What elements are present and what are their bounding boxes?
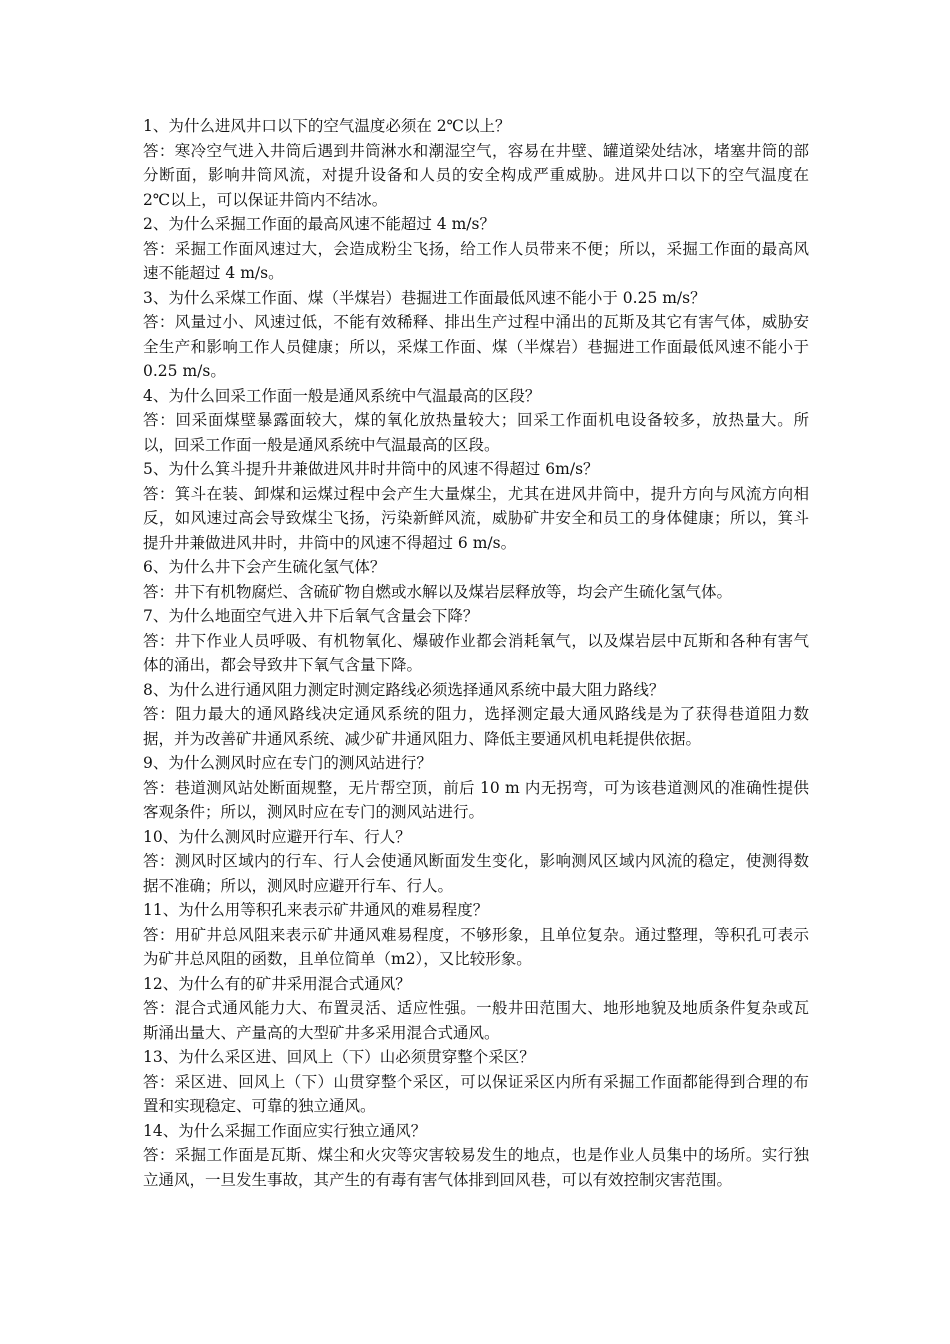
question: 1、为什么进风井口以下的空气温度必须在 2℃以上？ [143, 117, 511, 135]
answer: 答：测风时区域内的行车、行人会使通风断面发生变化，影响测风区域内风流的稳定，使测得数据不准确；所以，测风时应避开行车、行人。 [143, 852, 809, 895]
answer: 答：箕斗在装、卸煤和运煤过程中会产生大量煤尘，尤其在进风井筒中，提升方向与风流方向相反，如风速过高会导致煤尘飞扬，污染新鲜风流，威胁矿井安全和员工的身体健康；所以，箕斗提升井兼做进风井时，井筒中的风速不得超过 6 m/s。 [143, 484, 809, 552]
qa-item [143, 751, 809, 825]
answer: 答：回采面煤壁暴露面较大，煤的氧化放热量较大；回采工作面机电设备较多，放热量大。所以，回采工作面一般是通风系统中气温最高的区段。 [143, 411, 809, 454]
question: 14、为什么采掘工作面应实行独立通风？ [143, 1121, 427, 1140]
answer: 答：采区进、回风上（下）山贯穿整个采区，可以保证采区内所有采掘工作面都能得到合理的布置和实现稳定、可靠的独立通风。 [143, 1072, 809, 1115]
qa-item [143, 972, 809, 1046]
question: 7、为什么地面空气进入井下后氧气含量会下降？ [143, 607, 479, 625]
question: 5、为什么箕斗提升井兼做进风井时井筒中的风速不得超过 6m/s？ [143, 460, 599, 478]
answer: 答：阻力最大的通风路线决定通风系统的阻力，选择测定最大通风路线是为了获得巷道阻力数据，并为改善矿井通风系统、减少矿井通风阻力、降低主要通风机电耗提供依据。 [143, 705, 809, 748]
answer: 答：用矿井总风阻来表示矿井通风难易程度，不够形象，且单位复杂。通过整理，等积孔可表示为矿井总风阻的函数，且单位简单（m2），又比较形象。 [143, 925, 809, 968]
question: 13、为什么采区进、回风上（下）山必须贯穿整个采区？ [143, 1048, 535, 1066]
qa-item [143, 678, 809, 752]
qa-item [143, 555, 809, 604]
qa-item [143, 604, 809, 678]
answer: 答：风量过小、风速过低，不能有效稀释、排出生产过程中涌出的瓦斯及其它有害气体，威胁安全生产和影响工作人员健康；所以，采煤工作面、煤（半煤岩）巷掘进工作面最低风速不能小于 0.25 m/s。 [143, 313, 809, 380]
qa-item [143, 898, 809, 972]
question: 6、为什么井下会产生硫化氢气体？ [143, 558, 386, 576]
question: 8、为什么进行通风阻力测定时测定路线必须选择通风系统中最大阻力路线？ [143, 680, 665, 699]
answer: 答：井下有机物腐烂、含硫矿物自燃或水解以及煤岩层释放等，均会产生硫化氢气体。 [143, 582, 733, 601]
question: 10、为什么测风时应避开行车、行人？ [143, 827, 411, 846]
question: 2、为什么采掘工作面的最高风速不能超过 4 m/s？ [143, 215, 495, 233]
document-body [143, 114, 809, 1192]
qa-item [143, 114, 809, 212]
qa-item [143, 212, 809, 286]
answer: 答：巷道测风站处断面规整，无片帮空顶，前后 10 m 内无拐弯，可为该巷道测风的准确性提供客观条件；所以，测风时应在专门的测风站进行。 [143, 778, 809, 821]
question: 4、为什么回采工作面一般是通风系统中气温最高的区段？ [143, 386, 541, 405]
question: 11、为什么用等积孔来表示矿井通风的难易程度？ [143, 901, 489, 919]
answer: 答：井下作业人员呼吸、有机物氧化、爆破作业都会消耗氧气，以及煤岩层中瓦斯和各种有害气体的涌出，都会导致井下氧气含量下降。 [143, 631, 809, 674]
question: 12、为什么有的矿井采用混合式通风？ [143, 974, 411, 993]
qa-item [143, 825, 809, 899]
answer: 答：寒冷空气进入井筒后遇到井筒淋水和潮湿空气，容易在井壁、罐道梁处结冰，堵塞井筒的部分断面，影响井筒风流，对提升设备和人员的安全构成严重威胁。进风井口以下的空气温度在 2℃以上，可以保证井筒内不结冰。 [143, 141, 809, 209]
question: 3、为什么采煤工作面、煤（半煤岩）巷掘进工作面最低风速不能小于 0.25 m/s？ [143, 288, 706, 307]
answer: 答：混合式通风能力大、布置灵活、适应性强。一般井田范围大、地形地貌及地质条件复杂或瓦斯涌出量大、产量高的大型矿井多采用混合式通风。 [143, 999, 809, 1042]
qa-item [143, 384, 809, 458]
qa-item [143, 1119, 809, 1193]
qa-item [143, 286, 809, 384]
answer: 答：采掘工作面风速过大，会造成粉尘飞扬，给工作人员带来不便；所以，采掘工作面的最高风速不能超过 4 m/s。 [143, 239, 809, 282]
qa-item [143, 1045, 809, 1119]
qa-item [143, 457, 809, 555]
question: 9、为什么测风时应在专门的测风站进行？ [143, 754, 432, 772]
answer: 答：采掘工作面是瓦斯、煤尘和火灾等灾害较易发生的地点，也是作业人员集中的场所。实行独立通风，一旦发生事故，其产生的有毒有害气体排到回风巷，可以有效控制灾害范围。 [143, 1146, 809, 1189]
